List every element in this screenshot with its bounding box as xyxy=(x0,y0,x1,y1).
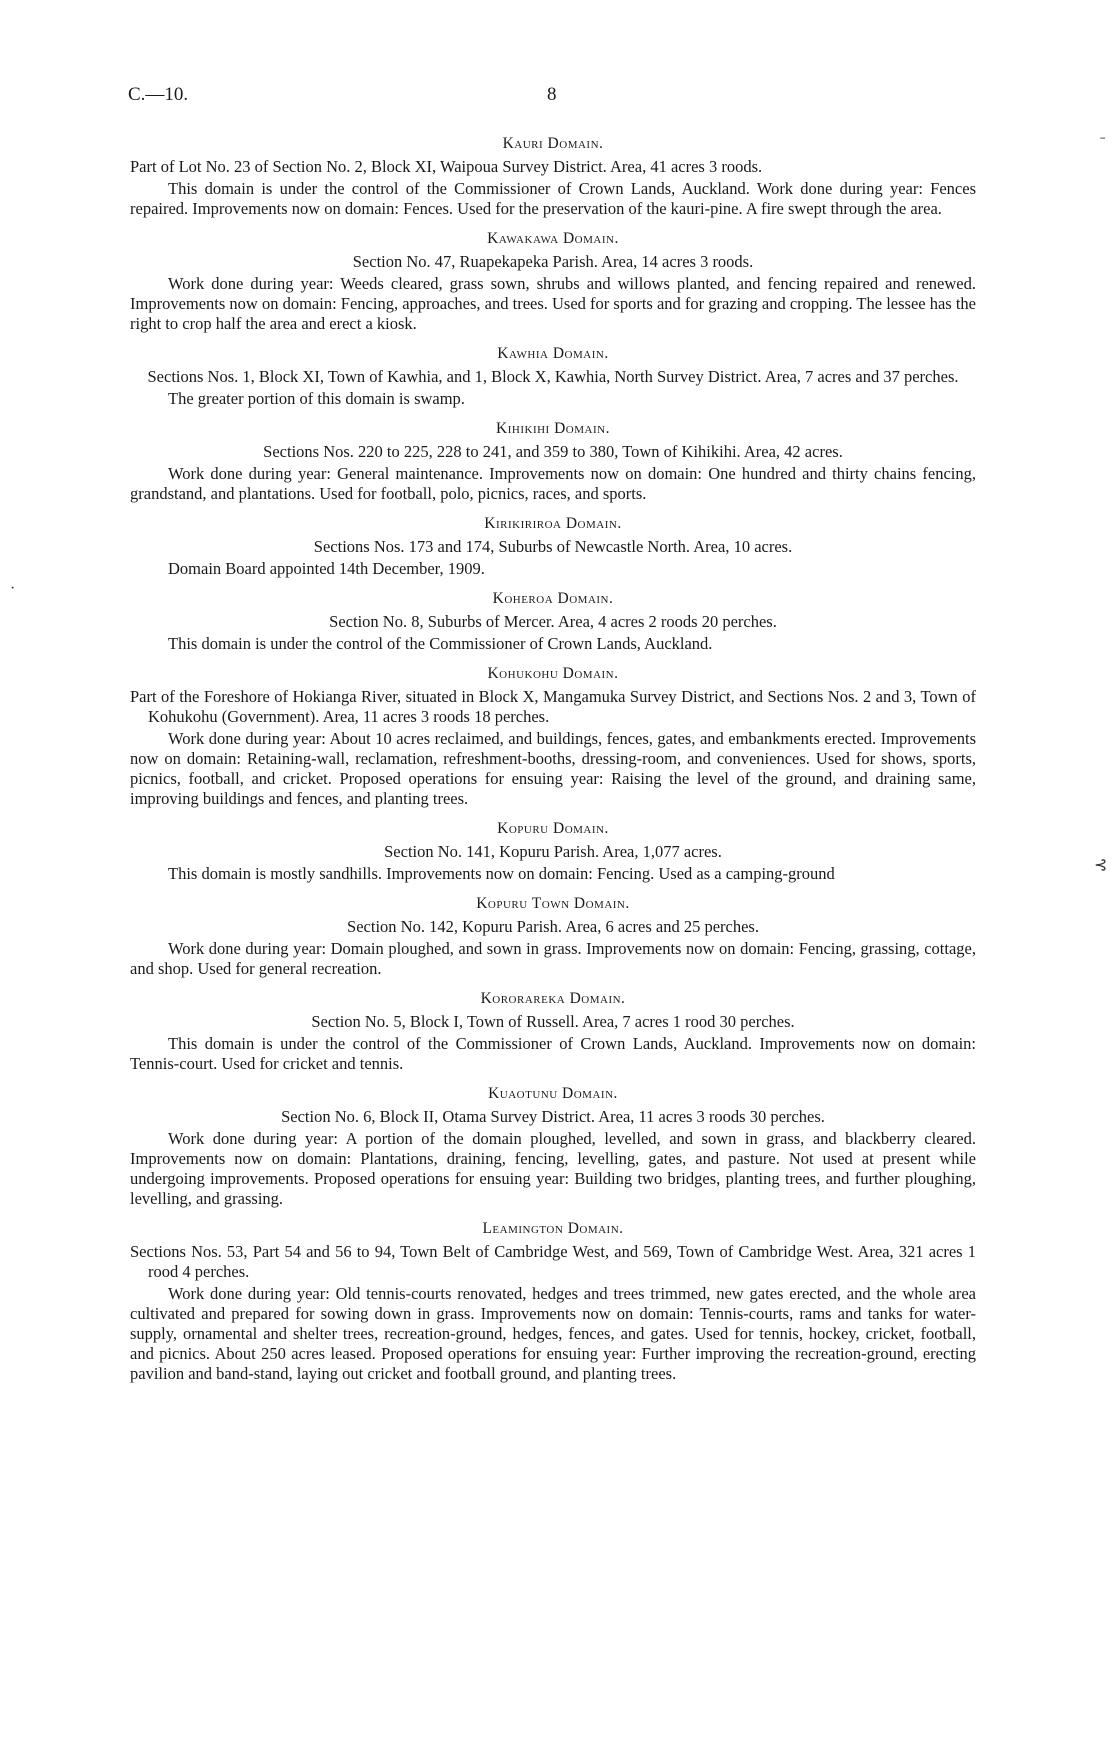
section-paragraph: The greater portion of this domain is swamp. xyxy=(168,389,465,408)
section-paragraph: Work done during year: About 10 acres reclaimed, and buildings, fences, gates, and embankments erected. Improvements now on domain: Retaining-wall, reclamation, refreshment-booths, dressing-room, and conveniences. Used for shows, sports, picnics, football, and cricket. Proposed operations for ensuing year: Raising the level of the ground, and draining same, improving buildings and fences, and planting trees. xyxy=(130,729,976,808)
domain-section xyxy=(130,229,976,334)
section-paragraph: Work done during year: Old tennis-courts renovated, hedges and trees trimmed, new gates erected, and the whole area cultivated and prepared for sowing down in grass. Improvements now on domain: Tennis-courts, rams and tanks for water-supply, ornamental and shelter trees, recreation-ground, hedges, fences, and gates. Used for tennis, hockey, cricket, football, and picnics. About 250 acres leased. Proposed operations for ensuing year: Further improving the recreation-ground, erecting pavilion and band-stand, laying out cricket and football ground, and planting trees. xyxy=(130,1284,976,1383)
section-paragraph: Domain Board appointed 14th December, 1909. xyxy=(168,559,485,578)
section-title: Kawhia Domain. xyxy=(497,345,609,362)
domain-section xyxy=(130,514,976,579)
section-title: Kawakawa Domain. xyxy=(487,230,619,247)
section-title: Kihikihi Domain. xyxy=(496,420,610,437)
section-paragraph: Work done during year: Domain ploughed, and sown in grass. Improvements now on domain: Fencing, grassing, cottage, and shop. Used for general recreation. xyxy=(130,939,976,978)
report-code: C.—10. xyxy=(128,84,189,105)
section-subheading: Sections Nos. 1, Block XI, Town of Kawhia, and 1, Block X, Kawhia, North Survey District. Area, 7 acres and 37 perches. xyxy=(147,367,959,386)
section-title: Kirikiriroa Domain. xyxy=(484,515,622,532)
section-paragraph: This domain is under the control of the Commissioner of Crown Lands, Auckland. xyxy=(168,634,713,653)
section-paragraph: This domain is under the control of the Commissioner of Crown Lands, Auckland. Work done during year: Fences repaired. Improvements now on domain: Fences. Used for the preservation of the kauri-pine. A fire swept through the area. xyxy=(130,179,976,218)
domain-section xyxy=(130,819,976,884)
domain-sections xyxy=(130,134,976,1394)
section-paragraph: Work done during year: General maintenance. Improvements now on domain: One hundred and thirty chains fencing, grandstand, and plantations. Used for football, polo, picnics, races, and sports. xyxy=(130,464,976,503)
domain-section xyxy=(130,589,976,654)
domain-section xyxy=(130,664,976,809)
section-subheading: Section No. 5, Block I, Town of Russell. Area, 7 acres 1 rood 30 perches. xyxy=(311,1012,795,1031)
domain-section xyxy=(130,419,976,504)
section-subheading: Sections Nos. 220 to 225, 228 to 241, and 359 to 380, Town of Kihikihi. Area, 42 acres. xyxy=(263,442,843,461)
page-number: 8 xyxy=(547,84,557,105)
section-subheading: Section No. 6, Block II, Otama Survey District. Area, 11 acres 3 roods 30 perches. xyxy=(281,1107,825,1126)
domain-section xyxy=(130,894,976,979)
domain-section xyxy=(130,1219,976,1384)
section-title: Kopuru Domain. xyxy=(497,820,609,837)
section-subheading: Section No. 141, Kopuru Parish. Area, 1,077 acres. xyxy=(384,842,722,861)
margin-tick-mark: ˗ xyxy=(1100,128,1106,145)
section-title: Kuaotunu Domain. xyxy=(488,1085,618,1102)
section-subheading: Section No. 47, Ruapekapeka Parish. Area, 14 acres 3 roods. xyxy=(352,252,754,271)
section-paragraph: This domain is mostly sandhills. Improvements now on domain: Fencing. Used as a camping-ground xyxy=(168,864,835,883)
section-subheading: Sections Nos. 173 and 174, Suburbs of Newcastle North. Area, 10 acres. xyxy=(313,537,793,556)
domain-section xyxy=(130,989,976,1074)
section-paragraph: Work done during year: Weeds cleared, grass sown, shrubs and willows planted, and fencing repaired and renewed. Improvements now on domain: Fencing, approaches, and trees. Used for sports and for grazing and cropping. The lessee has the right to crop half the area and erect a kiosk. xyxy=(130,274,977,333)
section-subheading: Part of Lot No. 23 of Section No. 2, Block XI, Waipoua Survey District. Area, 41 acres 3 roods. xyxy=(130,157,763,176)
section-subheading: Section No. 142, Kopuru Parish. Area, 6 acres and 25 perches. xyxy=(347,917,759,936)
section-title: Koheroa Domain. xyxy=(492,590,614,607)
section-subheading: Part of the Foreshore of Hokianga River, situated in Block X, Mangamuka Survey District, and Sections Nos. 2 and 3, Town of Kohukohu (Government). Area, 11 acres 3 roods 18 perches. xyxy=(130,687,976,726)
section-title: Kororareka Domain. xyxy=(480,990,626,1007)
section-paragraph: This domain is under the control of the Commissioner of Crown Lands, Auckland. Improvements now on domain: Tennis-court. Used for cricket and tennis. xyxy=(130,1034,976,1073)
margin-dot-mark: · xyxy=(10,580,16,597)
domain-section xyxy=(130,344,976,409)
margin-arrow-mark: ⊰ xyxy=(1094,857,1108,874)
section-title: Leamington Domain. xyxy=(482,1220,624,1237)
section-title: Kauri Domain. xyxy=(502,135,604,152)
section-subheading: Section No. 8, Suburbs of Mercer. Area, 4 acres 2 roods 20 perches. xyxy=(329,612,777,631)
section-title: Kohukohu Domain. xyxy=(487,665,619,682)
section-title: Kopuru Town Domain. xyxy=(476,895,630,912)
section-paragraph: Work done during year: A portion of the domain ploughed, levelled, and sown in grass, and blackberry cleared. Improvements now on domain: Plantations, draining, fencing, levelling, gates, and pasture. Not used at present while undergoing improvements. Proposed operations for ensuing year: Building two bridges, planting trees, and further ploughing, levelling, and grassing. xyxy=(130,1129,976,1208)
domain-section xyxy=(130,134,976,219)
domain-section xyxy=(130,1084,976,1209)
section-subheading: Sections Nos. 53, Part 54 and 56 to 94, Town Belt of Cambridge West, and 569, Town of Cambridge West. Area, 321 acres 1 rood 4 perches. xyxy=(130,1242,976,1281)
